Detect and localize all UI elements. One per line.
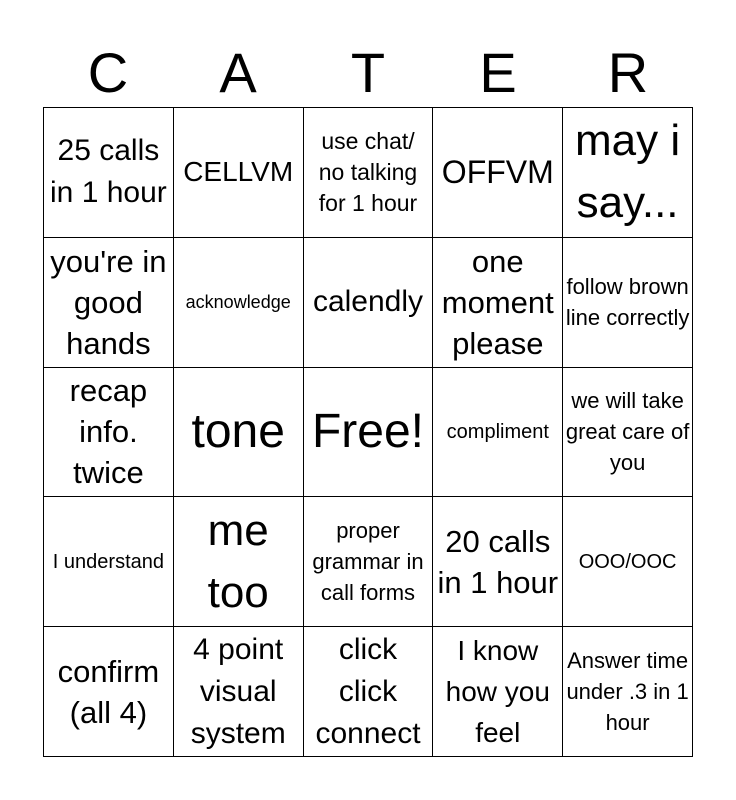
cell-text: compliment [446,420,549,443]
bingo-cell[interactable] [563,497,693,627]
bingo-cell[interactable] [433,238,563,368]
cell-text: confirm (all 4) [57,653,160,730]
bingo-cell[interactable] [44,497,174,627]
bingo-cell[interactable] [304,238,434,368]
header-letter-c: C [87,41,129,104]
cell-text: may i say... [575,116,681,228]
cell-text: 25 calls in 1 hour [50,134,167,210]
bingo-cell[interactable] [304,368,434,498]
cell-text: I understand [52,550,164,573]
cell-text: click click connect [315,632,421,750]
bingo-cell[interactable] [174,108,304,238]
bingo-cell[interactable] [433,108,563,238]
bingo-cell[interactable] [44,368,174,498]
cell-text: follow brown line correctly [565,274,690,331]
bingo-cell[interactable] [304,627,434,757]
bingo-cell[interactable] [433,627,563,757]
cell-text: Free! [311,404,424,458]
cell-text: you're in good hands [50,243,167,361]
cell-text: tone [191,404,285,458]
header-letter-r: R [607,41,649,104]
bingo-cell[interactable] [174,497,304,627]
bingo-cell[interactable] [563,238,693,368]
header-letter-a: A [219,41,257,104]
bingo-cell[interactable] [174,368,304,498]
bingo-cell[interactable] [44,238,174,368]
bingo-cell[interactable] [563,627,693,757]
bingo-cell[interactable] [563,368,693,498]
bingo-cell[interactable] [174,238,304,368]
cell-text: 4 point visual system [190,632,286,750]
header-letter-t: T [350,41,386,104]
header-letter-e: E [479,41,517,104]
bingo-cell[interactable] [304,108,434,238]
bingo-cell[interactable] [174,627,304,757]
bingo-header [43,38,693,108]
cell-text: use chat/ no talking for 1 hour [318,127,418,216]
cell-text: calendly [312,285,424,319]
bingo-cell[interactable] [44,108,174,238]
cell-text: recap info. twice [69,373,148,491]
cell-text: one moment please [441,243,554,361]
bingo-grid [43,107,693,757]
cell-text: me too [207,505,269,617]
cell-text: CELLVM [183,156,294,188]
cell-text: 20 calls in 1 hour [437,523,559,600]
cell-text: Answer time under .3 in 1 hour [566,648,689,736]
cell-text: acknowledge [185,292,291,313]
bingo-cell[interactable] [304,497,434,627]
bingo-cell[interactable] [563,108,693,238]
cell-text: proper grammar in call forms [312,518,424,606]
cell-text: we will take great care of you [565,388,690,476]
bingo-cell[interactable] [44,627,174,757]
cell-text: OOO/OOC [578,550,677,573]
bingo-cell[interactable] [433,497,563,627]
cell-text: OFFVM [441,154,554,191]
cell-text: I know how you feel [445,635,550,749]
bingo-cell[interactable] [433,368,563,498]
